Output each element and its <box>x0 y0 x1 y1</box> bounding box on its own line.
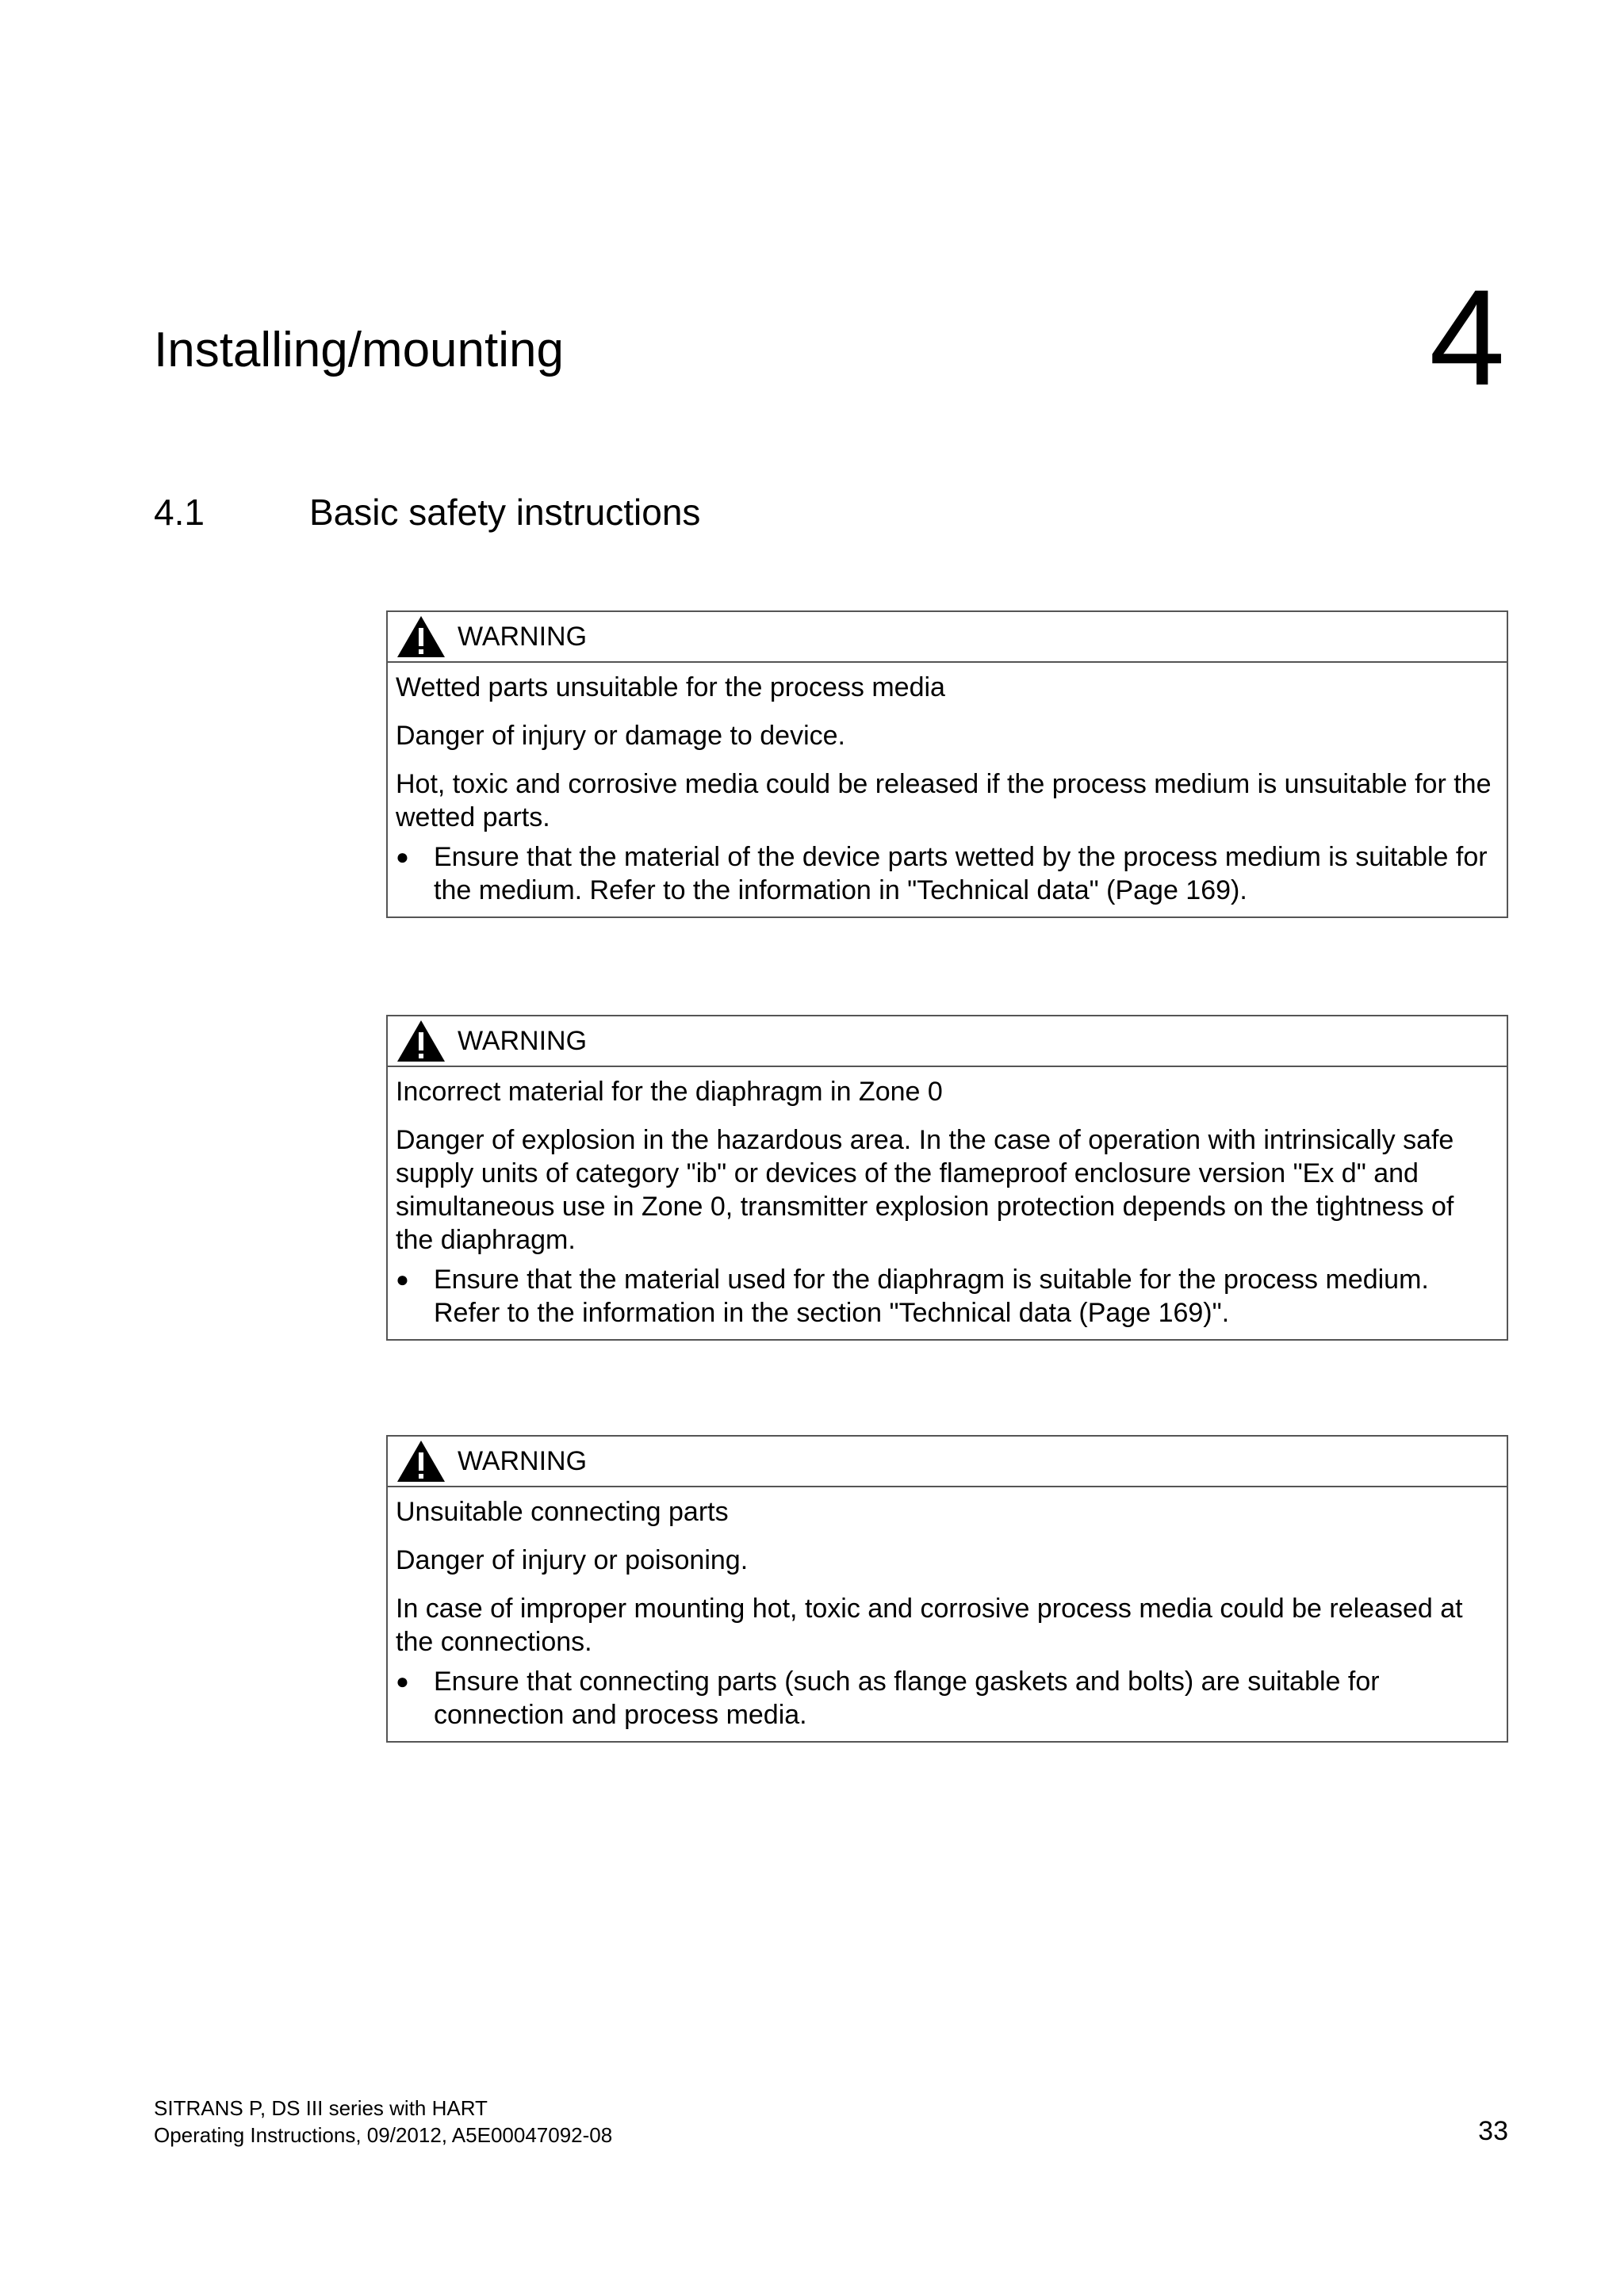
warning-action-item <box>396 1665 1499 1732</box>
warning-paragraph: In case of improper mounting hot, toxic and corrosive process media could be released at the connections. <box>396 1594 1463 1657</box>
warning-action-text: Ensure that connecting parts (such as flange gaskets and bolts) are suitable for connection and process media. <box>434 1667 1380 1730</box>
chapter-number: 4 <box>1429 262 1505 414</box>
bullet-icon: ● <box>396 1669 409 1693</box>
warning-paragraph: Hot, toxic and corrosive media could be released if the process medium is unsuitable for the wetted parts. <box>396 769 1492 832</box>
warning-label: WARNING <box>458 1446 588 1476</box>
section-number: 4.1 <box>154 492 205 533</box>
warning-body <box>388 663 1507 916</box>
footer-product-line: SITRANS P, DS III series with HART <box>154 2096 488 2120</box>
warning-label: WARNING <box>458 1026 588 1056</box>
warning-title: Wetted parts unsuitable for the process media <box>396 672 945 702</box>
warning-action-item <box>396 1263 1499 1330</box>
warning-paragraph: Danger of injury or damage to device. <box>396 721 845 751</box>
footer-document-info <box>154 2095 612 2149</box>
warning-triangle-icon <box>396 1439 446 1483</box>
warning-action-text: Ensure that the material used for the diaphragm is suitable for the process medium. Refer to the information in the section "Technical data (Page 169)". <box>434 1265 1429 1328</box>
footer-manual-line: Operating Instructions, 09/2012, A5E00047092-08 <box>154 2123 613 2147</box>
warning-paragraph: Danger of explosion in the hazardous area. In the case of operation with intrinsically safe supply units of category "ib" or devices of the flameproof enclosure version "Ex d" and simultaneous use in Zone 0, transmitter explosion protection depends on the tightness of the diaphragm. <box>396 1125 1454 1255</box>
warning-triangle-icon <box>396 614 446 659</box>
warning-box-wetted-parts <box>386 610 1508 918</box>
chapter-title: Installing/mounting <box>154 323 564 377</box>
warning-title: Incorrect material for the diaphragm in Zone 0 <box>396 1077 943 1107</box>
bullet-icon: ● <box>396 1267 409 1292</box>
warning-paragraph: Danger of injury or poisoning. <box>396 1545 749 1575</box>
warning-triangle-icon <box>396 1019 446 1063</box>
warning-box-diaphragm-zone0 <box>386 1015 1508 1341</box>
warning-header <box>388 1016 1507 1067</box>
warning-label: WARNING <box>458 622 588 652</box>
warning-box-connecting-parts <box>386 1435 1508 1743</box>
warning-header <box>388 612 1507 663</box>
page-number: 33 <box>1478 2116 1508 2146</box>
warning-action-item <box>396 840 1499 907</box>
section-heading <box>154 490 700 534</box>
section-title: Basic safety instructions <box>309 492 701 533</box>
warning-body <box>388 1067 1507 1339</box>
warning-header <box>388 1437 1507 1487</box>
warning-action-text: Ensure that the material of the device parts wetted by the process medium is suitable for the medium. Refer to the information in "Technical data" (Page 169). <box>434 842 1488 905</box>
warning-body <box>388 1487 1507 1741</box>
bullet-icon: ● <box>396 844 409 869</box>
warning-title: Unsuitable connecting parts <box>396 1497 729 1527</box>
